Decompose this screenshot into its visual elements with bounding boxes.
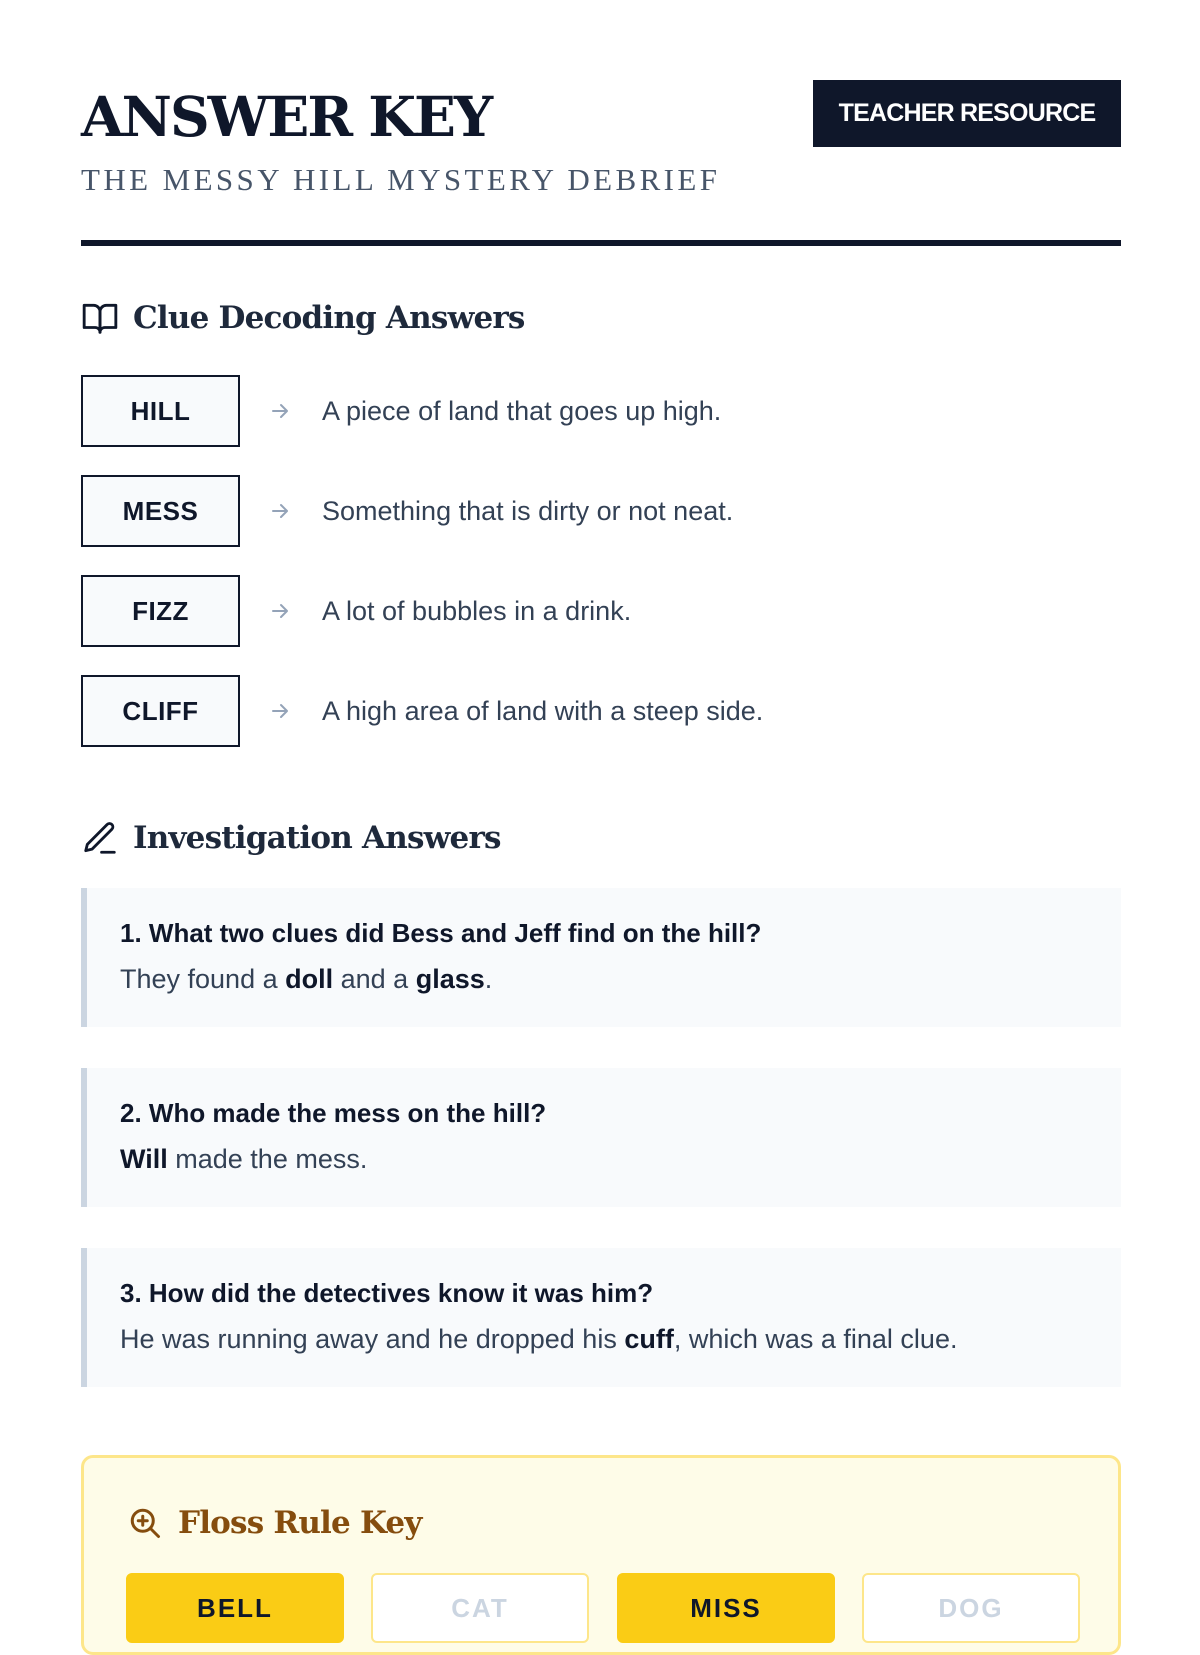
clue-row <box>81 475 733 547</box>
answer-text: He was running away and he dropped his cuff, which was a final clue. <box>120 1324 958 1354</box>
clue-word: CLIFF <box>81 675 240 747</box>
question-text: 3. How did the detectives know it was him? <box>120 1278 654 1308</box>
pencil-icon <box>81 819 119 857</box>
floss-section-heading <box>126 1503 422 1543</box>
investigation-section-heading <box>81 818 501 858</box>
arrow-right-icon <box>268 599 294 623</box>
answer-text: They found a doll and a glass. <box>120 964 493 994</box>
header-divider <box>81 240 1121 246</box>
answer-text: Will made the mess. <box>120 1144 368 1174</box>
clue-row <box>81 575 631 647</box>
floss-tile: MISS <box>617 1573 835 1643</box>
answer-card <box>81 1248 1121 1387</box>
question-text: 1. What two clues did Bess and Jeff find on the hill? <box>120 918 762 948</box>
clue-row <box>81 675 763 747</box>
clue-definition: A lot of bubbles in a drink. <box>322 595 632 626</box>
page-subtitle: THE MESSY HILL MYSTERY DEBRIEF <box>81 162 721 197</box>
clue-section-title: Clue Decoding Answers <box>133 300 525 336</box>
clue-definition: A piece of land that goes up high. <box>322 395 722 426</box>
investigation-section-title: Investigation Answers <box>133 820 501 856</box>
floss-tile: DOG <box>862 1573 1080 1643</box>
arrow-right-icon <box>268 399 294 423</box>
clue-word: MESS <box>81 475 240 547</box>
page-header <box>81 80 1121 245</box>
teacher-resource-badge: TEACHER RESOURCE <box>813 80 1121 147</box>
arrow-right-icon <box>268 499 294 523</box>
floss-tile: CAT <box>371 1573 589 1643</box>
floss-rule-panel <box>81 1455 1121 1655</box>
question-text: 2. Who made the mess on the hill? <box>120 1098 547 1128</box>
clue-definition: A high area of land with a steep side. <box>322 695 764 726</box>
floss-tile: BELL <box>126 1573 344 1643</box>
open-book-icon <box>81 299 119 337</box>
clue-definition: Something that is dirty or not neat. <box>322 495 734 526</box>
answer-card <box>81 888 1121 1027</box>
magnifier-plus-icon <box>126 1504 164 1542</box>
answer-card <box>81 1068 1121 1207</box>
page-title: ANSWER KEY <box>81 84 492 149</box>
arrow-right-icon <box>268 699 294 723</box>
clue-word: HILL <box>81 375 240 447</box>
clue-section-heading <box>81 298 525 338</box>
clue-word: FIZZ <box>81 575 240 647</box>
clue-row <box>81 375 721 447</box>
floss-section-title: Floss Rule Key <box>178 1505 422 1541</box>
